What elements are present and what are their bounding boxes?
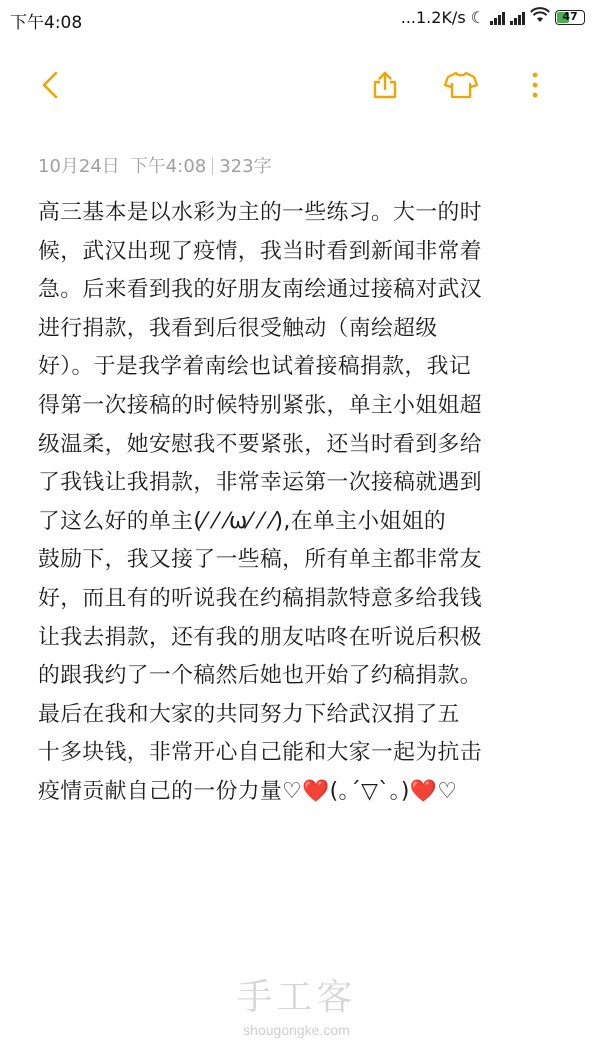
note-line: 高三基本是以水彩为主的一些练习。大一的时 <box>38 200 482 225</box>
battery-level: 47 <box>562 9 578 23</box>
theme-button[interactable] <box>441 65 481 105</box>
note-line: 疫情贡献自己的一份力量♡❤️(｡´▽`｡)❤️♡ <box>38 778 458 804</box>
meta-divider <box>212 157 213 175</box>
signal-icon <box>490 9 505 25</box>
back-arrow-icon <box>39 70 61 100</box>
status-time: 下午4:08 <box>10 13 83 33</box>
status-bar <box>0 0 593 40</box>
note-line: 急。后来看到我的好朋友南绘通过接稿对武汉 <box>38 277 482 303</box>
status-indicators <box>401 7 585 27</box>
moon-icon: ☾ <box>470 7 485 27</box>
note-line: 十多块钱，非常开心自己能和大家一起为抗击 <box>38 740 482 766</box>
watermark-logo: 手工客 <box>236 977 357 1018</box>
wifi-icon <box>530 7 550 27</box>
more-options-button[interactable] <box>515 65 555 105</box>
note-line: 候，武汉出现了疫情，我当时看到新闻非常着 <box>38 238 482 264</box>
note-line: 进行捐款，我看到后很受触动（南绘超级 <box>38 315 438 341</box>
note-line: 好）。于是我学着南绘也试着接稿捐款，我记 <box>38 354 472 380</box>
note-toolbar <box>0 55 593 111</box>
note-body[interactable] <box>38 194 558 812</box>
note-date: 10月24日 <box>38 156 120 177</box>
note-line: 得第一次接稿的时候特别紧张，单主小姐姐超 <box>38 392 482 418</box>
network-speed: ...1.2K/s <box>400 7 466 27</box>
note-line: 级温柔，她安慰我不要紧张，还当时看到多给 <box>38 431 482 457</box>
note-line: 让我去捐款，还有我的朋友咕咚在听说后积极 <box>38 624 482 650</box>
site-watermark <box>0 978 593 1038</box>
note-time: 下午4:08 <box>129 156 207 177</box>
signal-icon <box>510 9 525 25</box>
note-line: 最后在我和大家的共同努力下给武汉捐了五 <box>38 701 460 727</box>
watermark-url: shougongke.com <box>243 1022 350 1038</box>
battery-icon <box>555 10 585 25</box>
note-line: 了这么好的单主(⁄ ⁄ ⁄ω⁄ ⁄ ⁄),在单主小姐姐的 <box>38 508 447 534</box>
note-line: 了我钱让我捐款，非常幸运第一次接稿就遇到 <box>38 470 482 496</box>
note-meta <box>38 152 272 178</box>
note-line: 好，而且有的听说我在约稿捐款特意多给我钱 <box>38 585 482 611</box>
word-count: 323字 <box>219 156 272 177</box>
theme-shirt-icon <box>444 70 478 100</box>
back-button[interactable] <box>30 65 70 105</box>
share-button[interactable] <box>365 65 405 105</box>
share-icon <box>370 70 400 100</box>
note-line: 鼓励下，我又接了一些稿，所有单主都非常友 <box>38 547 482 573</box>
more-vertical-icon <box>530 70 540 100</box>
note-line: 的跟我约了一个稿然后她也开始了约稿捐款。 <box>38 663 482 689</box>
